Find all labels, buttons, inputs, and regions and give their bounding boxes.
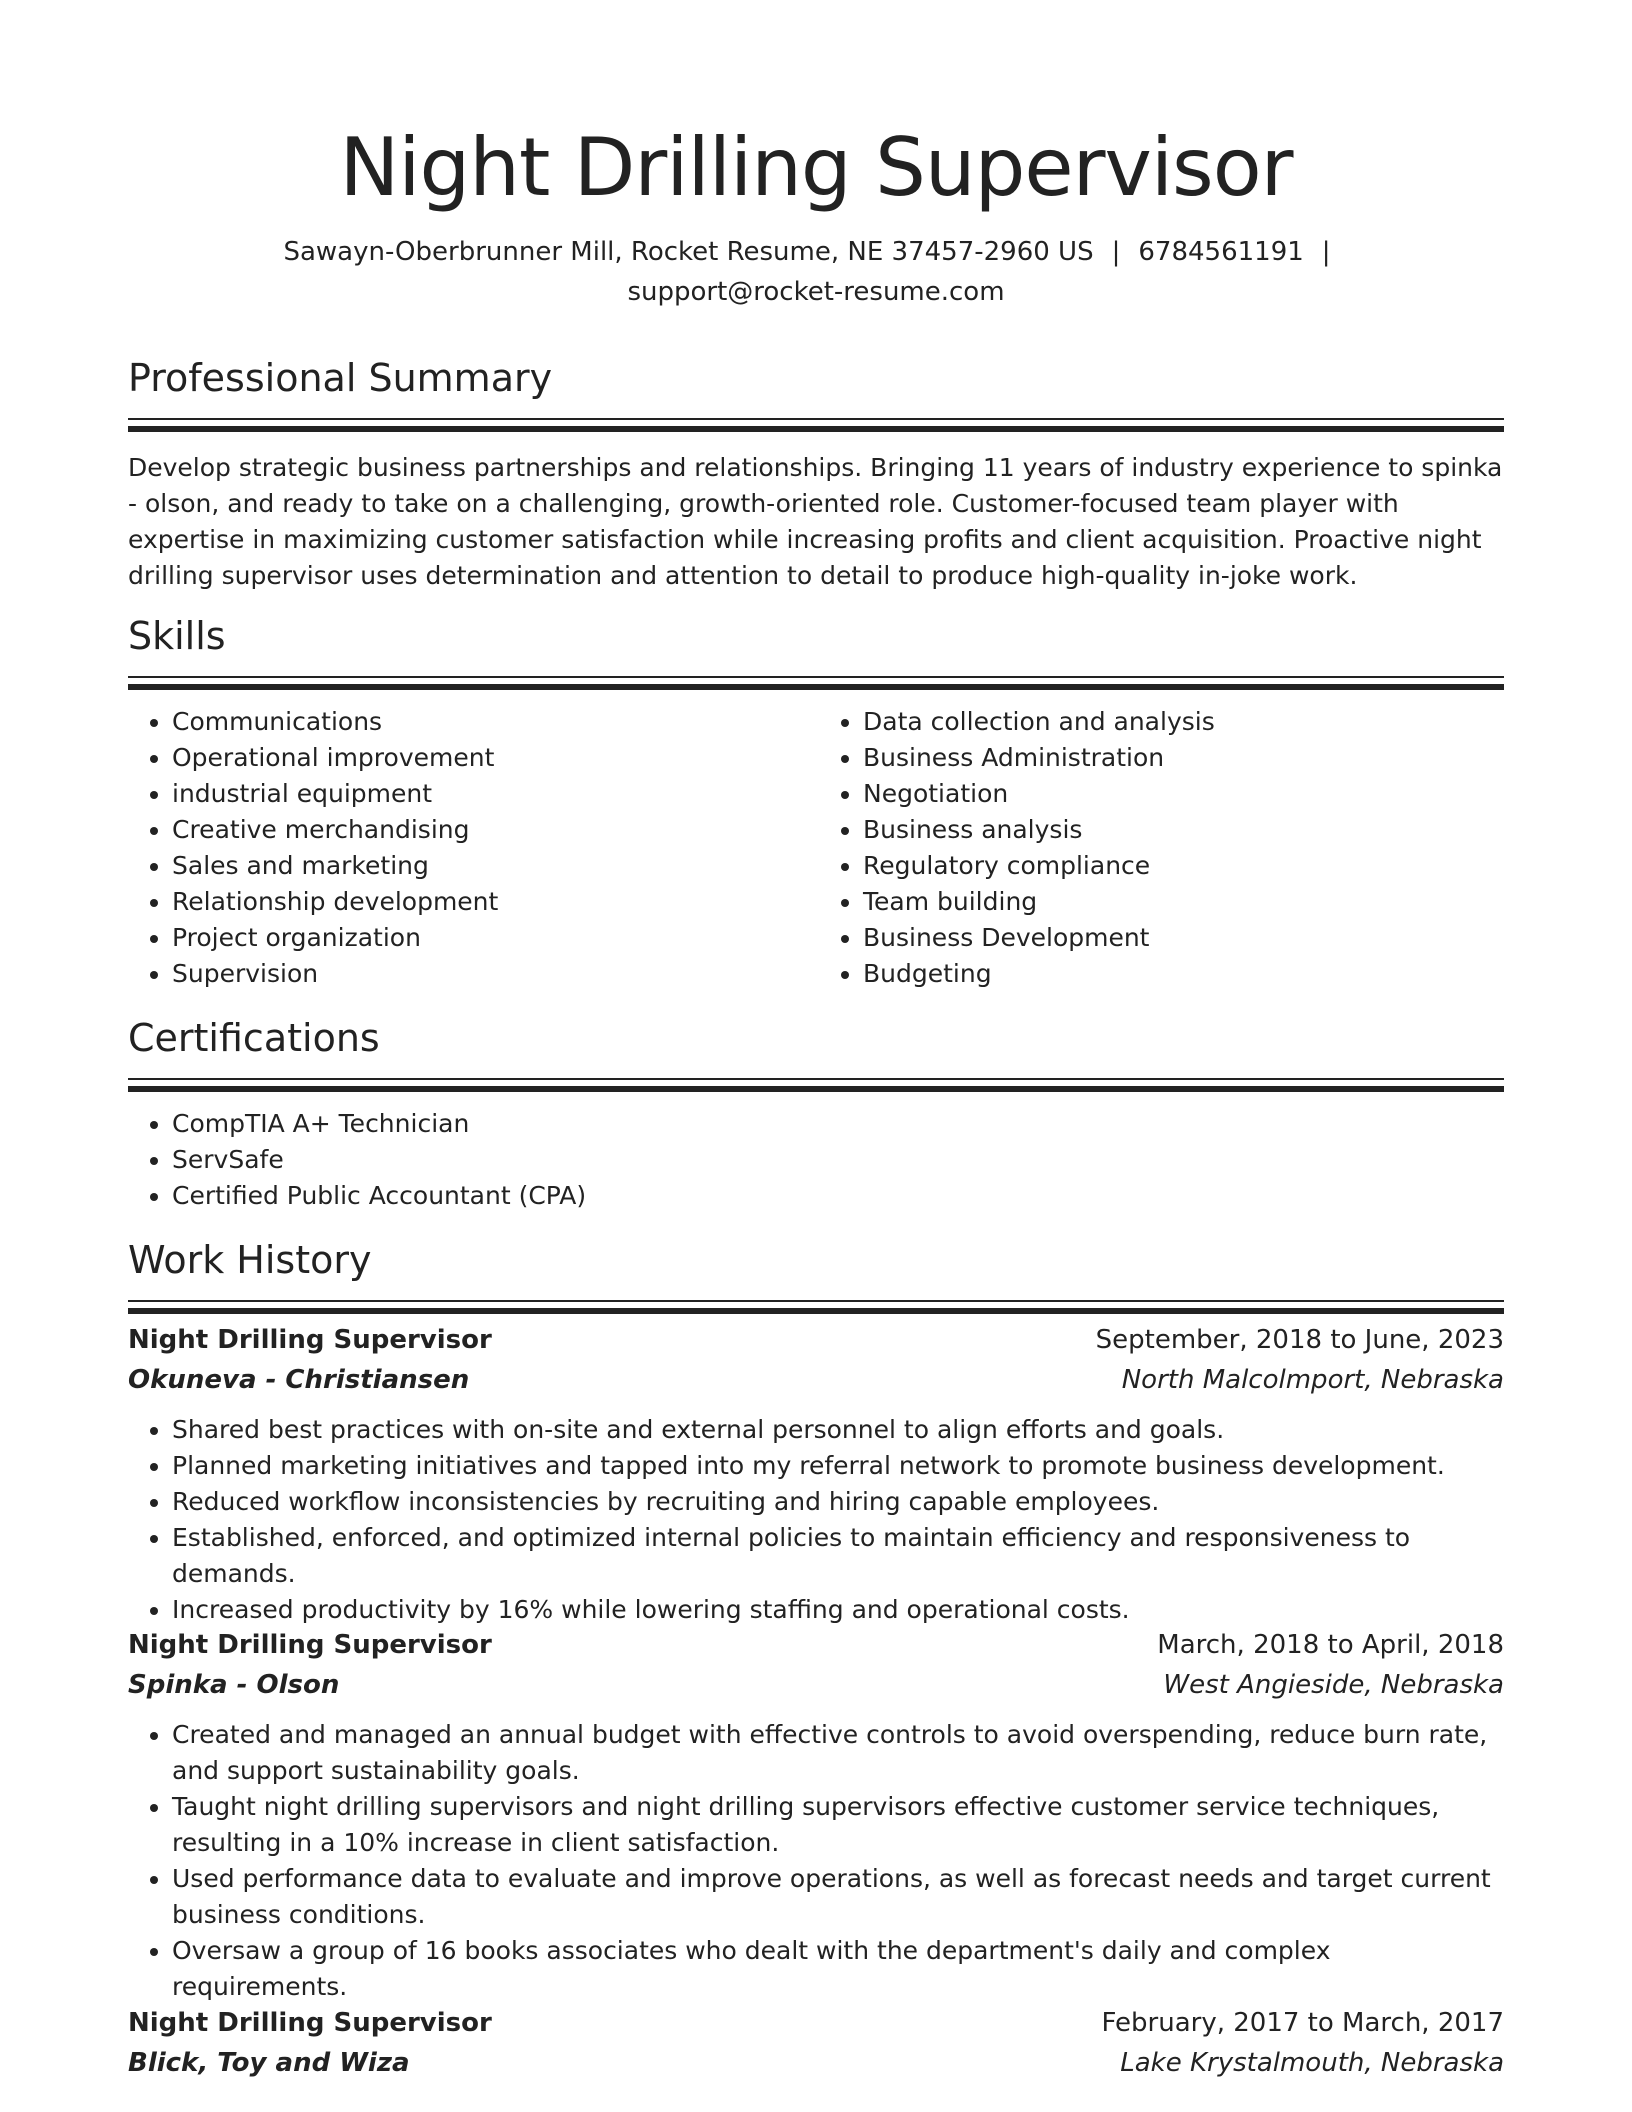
list-item: • Creative merchandising bbox=[172, 812, 813, 848]
job-header bbox=[128, 2003, 1504, 2043]
list-item: • Business Administration bbox=[863, 740, 1504, 776]
job-entry bbox=[128, 1625, 1504, 2005]
certifications-list bbox=[128, 1106, 1504, 1214]
job-dates: March, 2018 to April, 2018 bbox=[1157, 1630, 1504, 1660]
job-header bbox=[128, 1320, 1504, 1360]
company-name: Spinka - Olson bbox=[128, 1670, 340, 1700]
separator: | bbox=[1111, 237, 1121, 267]
skills-list-left bbox=[128, 704, 813, 992]
list-item: • Supervision bbox=[172, 956, 813, 992]
address: Sawayn-Oberbrunner Mill, Rocket Resume, NE 37457-2960 US bbox=[283, 237, 1094, 267]
list-item: • Regulatory compliance bbox=[863, 848, 1504, 884]
company-name: Blick, Toy and Wiza bbox=[128, 2048, 410, 2078]
section-divider bbox=[128, 676, 1504, 690]
candidate-name: Night Drilling Supervisor bbox=[339, 121, 1293, 214]
summary-section bbox=[128, 354, 1504, 594]
section-title: Work History bbox=[128, 1238, 372, 1282]
list-item: • Shared best practices with on-site and external personnel to align efforts and goals. bbox=[172, 1412, 1504, 1448]
job-title: Night Drilling Supervisor bbox=[128, 1325, 492, 1355]
work-history-section bbox=[128, 1236, 1504, 1314]
contact-line bbox=[0, 232, 1632, 312]
list-item: • Data collection and analysis bbox=[863, 704, 1504, 740]
list-item: • Established, enforced, and optimized internal policies to maintain efficiency and responsiveness to demands. bbox=[172, 1520, 1504, 1592]
section-title: Skills bbox=[128, 614, 226, 658]
resume-header bbox=[0, 0, 1632, 312]
section-divider bbox=[128, 1078, 1504, 1092]
list-item: • Planned marketing initiatives and tapped into my referral network to promote business development. bbox=[172, 1448, 1504, 1484]
job-subheader bbox=[128, 1665, 1504, 1705]
job-bullets bbox=[128, 1717, 1504, 2005]
job-subheader bbox=[128, 2043, 1504, 2083]
list-item: • Team building bbox=[863, 884, 1504, 920]
list-item: • Budgeting bbox=[863, 956, 1504, 992]
list-item: • Negotiation bbox=[863, 776, 1504, 812]
summary-text: Develop strategic business partnerships and relationships. Bringing 11 years of industry experience to spinka - olson, and ready to take on a challenging, growth-oriented role. Customer-focused team player with expertise in maximizing customer satisfaction while increasing profits and client acquisition. Proactive night drilling supervisor uses determination and attention to detail to produce high-quality in-joke work. bbox=[128, 453, 1503, 590]
list-item: • Increased productivity by 16% while lowering staffing and operational costs. bbox=[172, 1592, 1504, 1628]
email: support@rocket-resume.com bbox=[627, 277, 1005, 307]
list-item: • Reduced workflow inconsistencies by recruiting and hiring capable employees. bbox=[172, 1484, 1504, 1520]
list-item: • Used performance data to evaluate and improve operations, as well as forecast needs and target current business conditions. bbox=[172, 1861, 1504, 1933]
list-item: • Operational improvement bbox=[172, 740, 813, 776]
list-item: • ServSafe bbox=[172, 1142, 1504, 1178]
list-item: • Communications bbox=[172, 704, 813, 740]
list-item: • industrial equipment bbox=[172, 776, 813, 812]
skills-section bbox=[128, 612, 1504, 992]
list-item: • Created and managed an annual budget with effective controls to avoid overspending, reduce burn rate, and support sustainability goals. bbox=[172, 1717, 1504, 1789]
job-dates: February, 2017 to March, 2017 bbox=[1101, 2008, 1504, 2038]
job-title: Night Drilling Supervisor bbox=[128, 2008, 492, 2038]
job-title: Night Drilling Supervisor bbox=[128, 1630, 492, 1660]
list-item: • Business Development bbox=[863, 920, 1504, 956]
job-subheader bbox=[128, 1360, 1504, 1400]
skills-grid bbox=[128, 704, 1504, 992]
job-bullets bbox=[128, 1412, 1504, 1628]
section-divider bbox=[128, 418, 1504, 432]
job-location: North Malcolmport, Nebraska bbox=[1121, 1365, 1504, 1395]
job-dates: September, 2018 to June, 2023 bbox=[1095, 1325, 1504, 1355]
skills-list-right bbox=[813, 704, 1504, 992]
list-item: • Business analysis bbox=[863, 812, 1504, 848]
list-item: • Oversaw a group of 16 books associates who dealt with the department's daily and complex requirements. bbox=[172, 1933, 1504, 2005]
section-title: Professional Summary bbox=[128, 356, 553, 400]
separator: | bbox=[1321, 237, 1331, 267]
section-title: Certifications bbox=[128, 1016, 380, 1060]
phone: 6784561191 bbox=[1138, 237, 1304, 267]
list-item: • Project organization bbox=[172, 920, 813, 956]
list-item: • CompTIA A+ Technician bbox=[172, 1106, 1504, 1142]
job-entry bbox=[128, 1320, 1504, 1628]
list-item: • Sales and marketing bbox=[172, 848, 813, 884]
job-location: West Angieside, Nebraska bbox=[1163, 1670, 1504, 1700]
list-item: • Relationship development bbox=[172, 884, 813, 920]
job-entry bbox=[128, 2003, 1504, 2083]
job-location: Lake Krystalmouth, Nebraska bbox=[1120, 2048, 1504, 2078]
job-header bbox=[128, 1625, 1504, 1665]
list-item: • Certified Public Accountant (CPA) bbox=[172, 1178, 1504, 1214]
section-divider bbox=[128, 1300, 1504, 1314]
certifications-section bbox=[128, 1014, 1504, 1214]
list-item: • Taught night drilling supervisors and night drilling supervisors effective customer service techniques, resulting in a 10% increase in client satisfaction. bbox=[172, 1789, 1504, 1861]
company-name: Okuneva - Christiansen bbox=[128, 1365, 470, 1395]
